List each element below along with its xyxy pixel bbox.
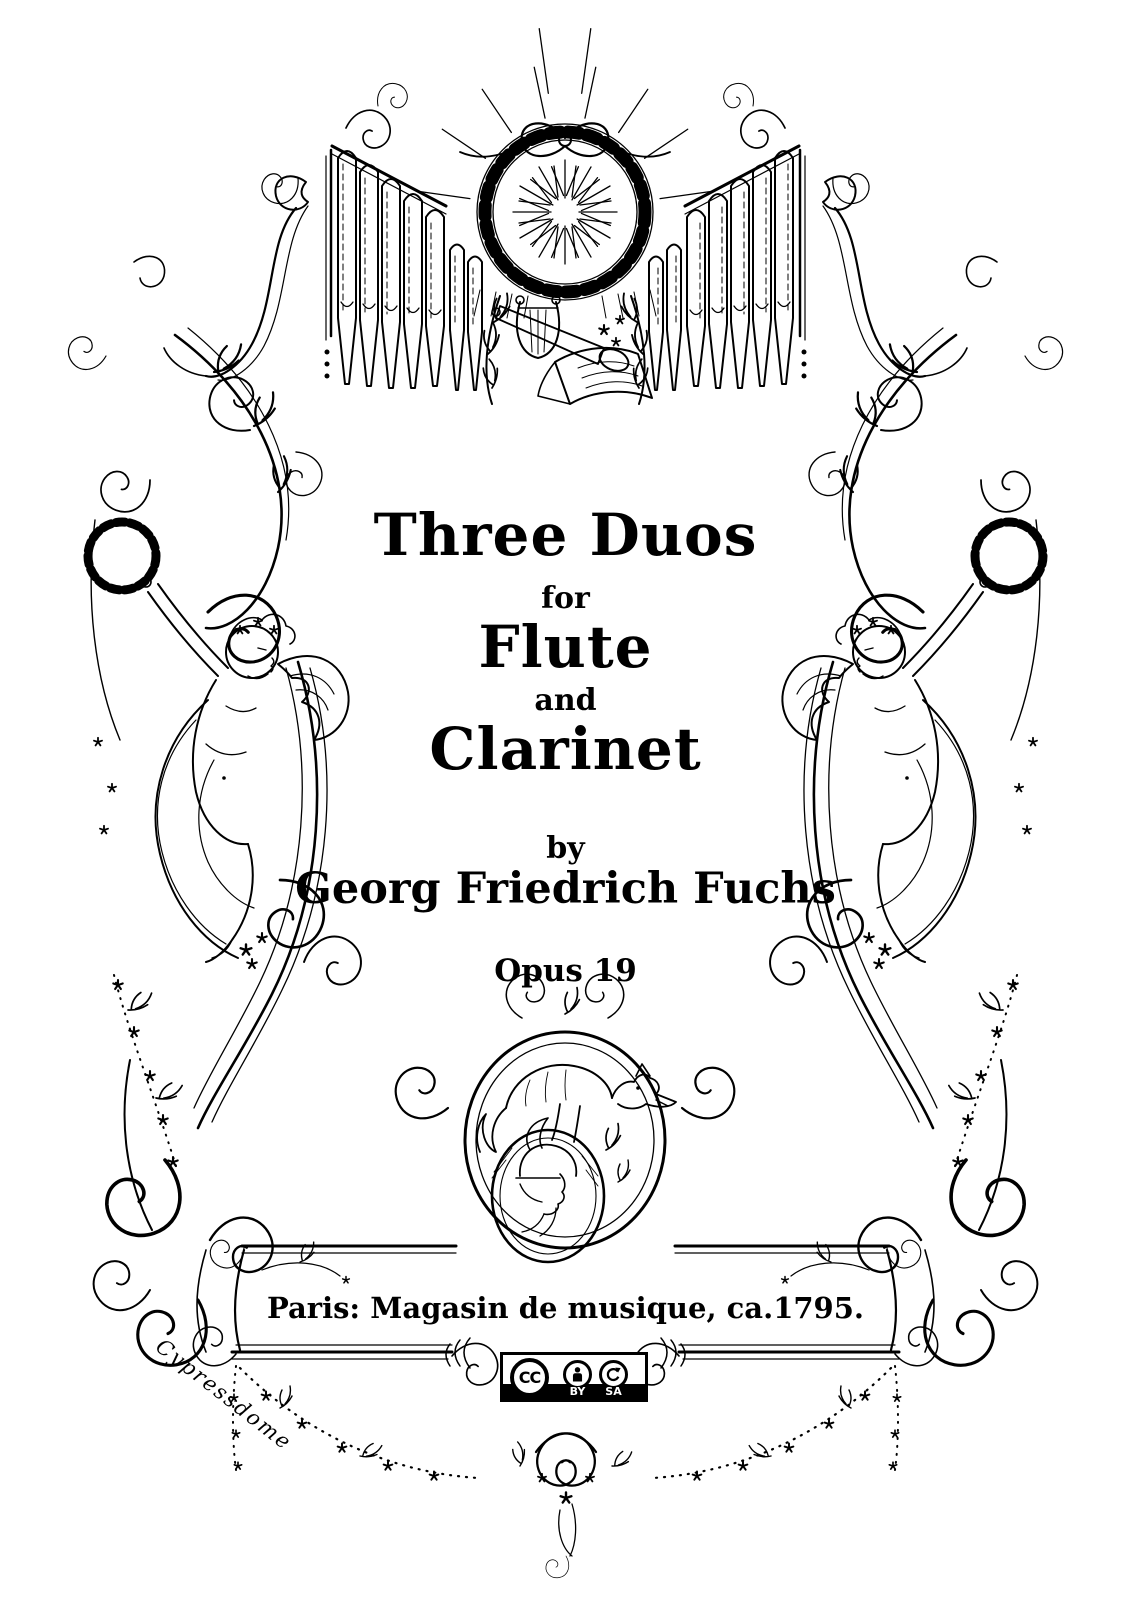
opus-number: Opus 19 bbox=[494, 953, 637, 989]
license-badge[interactable] bbox=[500, 1352, 648, 1402]
imprint-text: Paris: Magasin de musique, ca.1795. bbox=[266, 1291, 865, 1325]
instrument-clarinet: Clarinet bbox=[429, 715, 702, 783]
by-label: by bbox=[546, 831, 585, 866]
bottom-finial-ornament bbox=[509, 1424, 633, 1578]
instruments-still-life-ornament bbox=[474, 290, 656, 404]
cc-icon-label: CC bbox=[518, 1368, 541, 1387]
cc-icon bbox=[510, 1358, 549, 1397]
medallion-ornament bbox=[392, 967, 738, 1262]
engraver-signature: Cypressdome bbox=[151, 1334, 297, 1456]
page-title: Three Duos bbox=[373, 501, 758, 569]
by-badge-label: BY bbox=[569, 1385, 586, 1398]
and-label: and bbox=[534, 683, 597, 718]
for-label: for bbox=[541, 581, 590, 616]
composer-name: Georg Friedrich Fuchs bbox=[295, 864, 836, 914]
sa-badge-label: SA bbox=[605, 1385, 622, 1398]
instrument-flute: Flute bbox=[478, 613, 653, 681]
